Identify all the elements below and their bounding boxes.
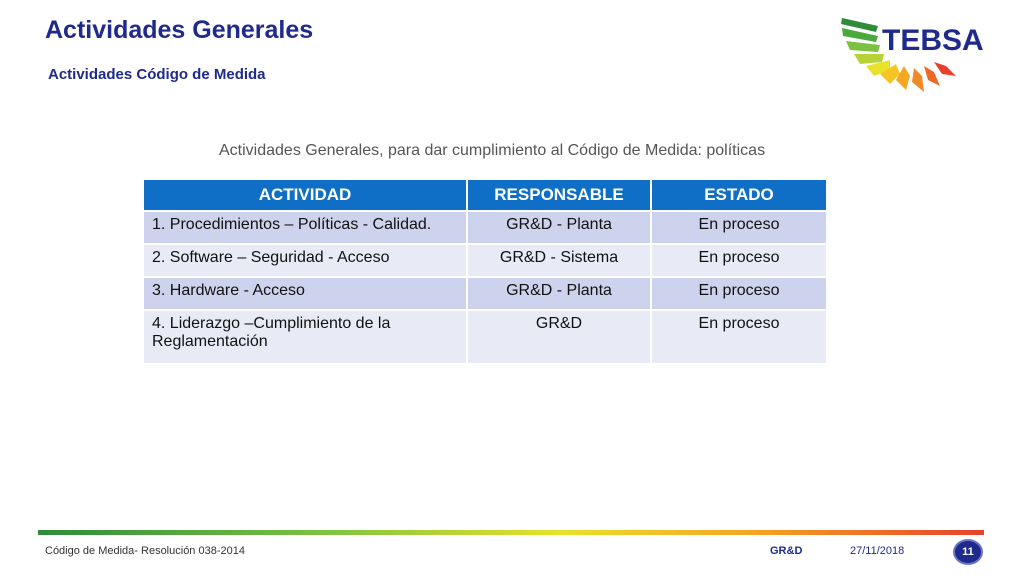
header-actividad: ACTIVIDAD: [144, 180, 467, 211]
cell-responsable: GR&D - Planta: [467, 211, 651, 244]
header-responsable: RESPONSABLE: [467, 180, 651, 211]
table-caption: Actividades Generales, para dar cumplimiento al Código de Medida: políticas: [219, 142, 766, 159]
logo-text: TEBSA: [882, 24, 984, 57]
slide-title: Actividades Generales: [45, 16, 314, 44]
cell-actividad: 3. Hardware - Acceso: [144, 277, 467, 310]
cell-estado: En proceso: [651, 310, 827, 364]
table-header-row: [144, 180, 827, 211]
cell-responsable: GR&D: [467, 310, 651, 364]
page-number-badge: 11: [953, 539, 983, 565]
cell-actividad: 4. Liderazgo –Cumplimiento de la Reglamentación: [144, 310, 467, 364]
cell-responsable: GR&D - Sistema: [467, 244, 651, 277]
footer-reference: Código de Medida- Resolución 038-2014: [45, 545, 245, 557]
tebsa-logo: [838, 14, 998, 98]
slide-subtitle: Actividades Código de Medida: [48, 66, 266, 83]
activities-table: [144, 180, 828, 365]
header-estado: ESTADO: [651, 180, 827, 211]
table-row: [144, 211, 827, 244]
cell-estado: En proceso: [651, 211, 827, 244]
footer-department: GR&D: [770, 545, 803, 557]
cell-estado: En proceso: [651, 244, 827, 277]
footer-date: 27/11/2018: [850, 545, 905, 557]
table-row: [144, 244, 827, 277]
cell-actividad: 1. Procedimientos – Políticas - Calidad.: [144, 211, 467, 244]
cell-actividad: 2. Software – Seguridad - Acceso: [144, 244, 467, 277]
footer-gradient-bar: [38, 530, 984, 535]
cell-responsable: GR&D - Planta: [467, 277, 651, 310]
table-row: [144, 277, 827, 310]
cell-estado: En proceso: [651, 277, 827, 310]
table-row: [144, 310, 827, 364]
